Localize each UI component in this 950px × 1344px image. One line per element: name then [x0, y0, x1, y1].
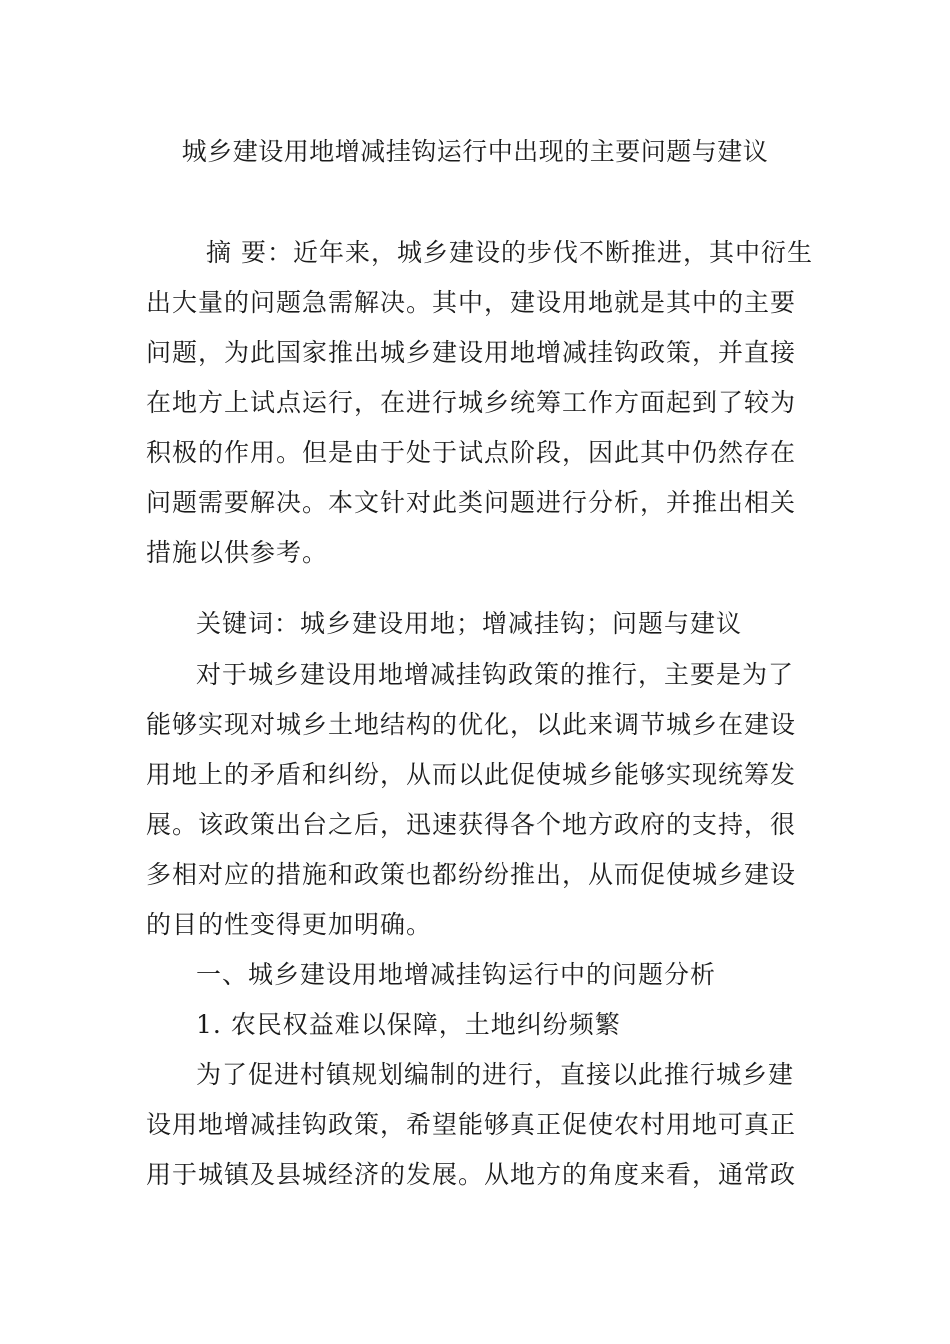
body-line: 用于城镇及县城经济的发展。从地方的角度来看，通常政 — [146, 1160, 797, 1189]
abstract-line: 积极的作用。但是由于处于试点阶段，因此其中仍然存在 — [146, 438, 797, 467]
intro-line: 多相对应的措施和政策也都纷纷推出，从而促使城乡建设 — [146, 860, 797, 889]
abstract-line: 摘 要：近年来，城乡建设的步伐不断推进，其中衍生 — [206, 238, 813, 267]
body-line: 设用地增减挂钩政策，希望能够真正促使农村用地可真正 — [146, 1110, 797, 1139]
subsection-heading: 1. 农民权益难以保障，土地纠纷频繁 — [196, 1010, 621, 1039]
intro-line: 能够实现对城乡土地结构的优化，以此来调节城乡在建设 — [146, 710, 797, 739]
body-line: 为了促进村镇规划编制的进行，直接以此推行城乡建 — [196, 1060, 795, 1089]
intro-line: 对于城乡建设用地增减挂钩政策的推行，主要是为了 — [196, 660, 795, 689]
intro-line: 用地上的矛盾和纠纷，从而以此促使城乡能够实现统筹发 — [146, 760, 797, 789]
section-heading: 一、城乡建设用地增减挂钩运行中的问题分析 — [196, 960, 717, 989]
abstract-line: 措施以供参考。 — [146, 538, 329, 567]
document-title: 城乡建设用地增减挂钩运行中出现的主要问题与建议 — [181, 137, 769, 166]
abstract-line: 在地方上试点运行，在进行城乡统筹工作方面起到了较为 — [146, 388, 797, 417]
abstract-line: 问题需要解决。本文针对此类问题进行分析，并推出相关 — [146, 488, 797, 517]
intro-line: 展。该政策出台之后，迅速获得各个地方政府的支持，很 — [146, 810, 797, 839]
keywords-line: 关键词：城乡建设用地；增减挂钩；问题与建议 — [196, 609, 743, 638]
abstract-line: 出大量的问题急需解决。其中，建设用地就是其中的主要 — [146, 288, 797, 317]
intro-line: 的目的性变得更加明确。 — [146, 910, 433, 939]
abstract-line: 问题，为此国家推出城乡建设用地增减挂钩政策，并直接 — [146, 338, 797, 367]
